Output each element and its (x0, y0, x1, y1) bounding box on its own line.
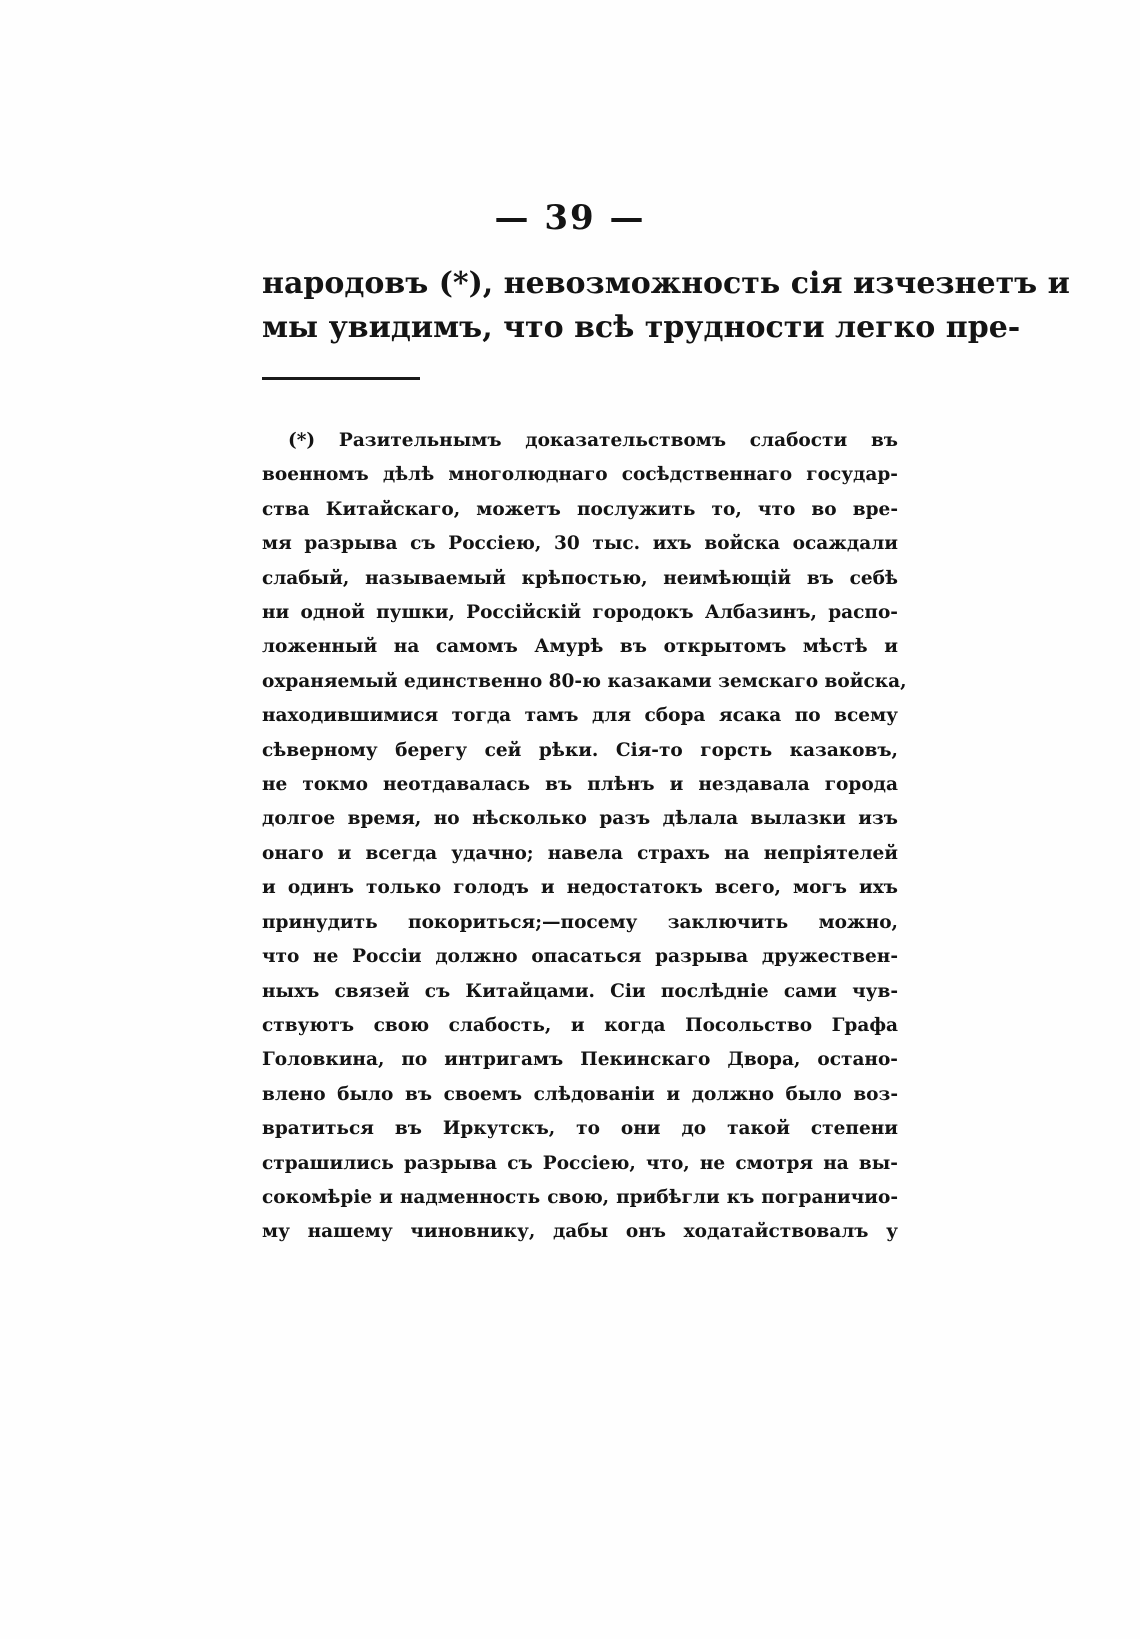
footnote-line: ствуютъ свою слабость, и когда Посольство Графа (262, 1014, 898, 1036)
footnote-line: охраняемый единственно 80-ю казаками земскаго войска, (262, 670, 907, 692)
main-text-line: мы увидимъ, что всѣ трудности легко пре- (262, 310, 1021, 345)
footnote-line: ни одной пушки, Россійскій городокъ Албазинъ, распо- (262, 602, 898, 624)
footnote-line: ложенный на самомъ Амурѣ въ открытомъ мѣстѣ и (262, 636, 898, 658)
footnote-line: слабый, называемый крѣпостью, неимѣющій въ себѣ (262, 567, 898, 589)
footnote-line: мя разрыва съ Россіею, 30 тыс. ихъ войска осаждали (262, 533, 898, 555)
footnote-line: не токмо неотдавалась въ плѣнъ и нездавала города (262, 774, 898, 796)
footnote-line: страшились разрыва съ Россіею, что, не смотря на вы- (262, 1152, 898, 1174)
footnote-line: онаго и всегда удачно; навела страхъ на непріятелей (262, 842, 898, 864)
footnote-line: долгое время, но нѣсколько разъ дѣлала вылазки изъ (262, 808, 898, 830)
footnote-line: военномъ дѣлѣ многолюднаго сосѣдственнаго государ- (262, 464, 898, 486)
footnote-line: ства Китайскаго, можетъ послужить то, что во вре- (262, 498, 898, 520)
page-number: — 39 — (494, 198, 646, 238)
footnote-line: Головкина, по интригамъ Пекинскаго Двора, остано- (262, 1049, 898, 1071)
footnote-line: вратиться въ Иркутскъ, то они до такой степени (262, 1118, 898, 1140)
footnote-line: ныхъ связей съ Китайцами. Сіи послѣдніе сами чув- (262, 980, 898, 1002)
footnote-line: принудить покориться;—посему заключить можно, (262, 911, 898, 933)
footnote-line: (*) Разительнымъ доказательствомъ слабости въ (288, 430, 898, 451)
main-text (262, 262, 1070, 350)
footnote-line: что не Россіи должно опасаться разрыва дружествен- (262, 946, 898, 968)
footnote-line: сокомѣріе и надменность свою, прибѣгли къ пограничио- (262, 1186, 898, 1208)
footnote-divider (262, 377, 420, 380)
footnote (262, 424, 907, 1250)
footnote-line: сѣверному берегу сей рѣки. Сія-то горсть казаковъ, (262, 739, 898, 761)
footnote-line: и одинъ только голодъ и недостатокъ всего, могъ ихъ (262, 877, 898, 899)
footnote-line: му нашему чиновнику, дабы онъ ходатайствовалъ у (262, 1221, 898, 1243)
main-text-line: народовъ (*), невозможность сія изчезнетъ и (262, 266, 1070, 301)
footnote-line: находившимися тогда тамъ для сбора ясака по всему (262, 705, 898, 727)
footnote-line: влено было въ своемъ слѣдованіи и должно было воз- (262, 1083, 898, 1105)
